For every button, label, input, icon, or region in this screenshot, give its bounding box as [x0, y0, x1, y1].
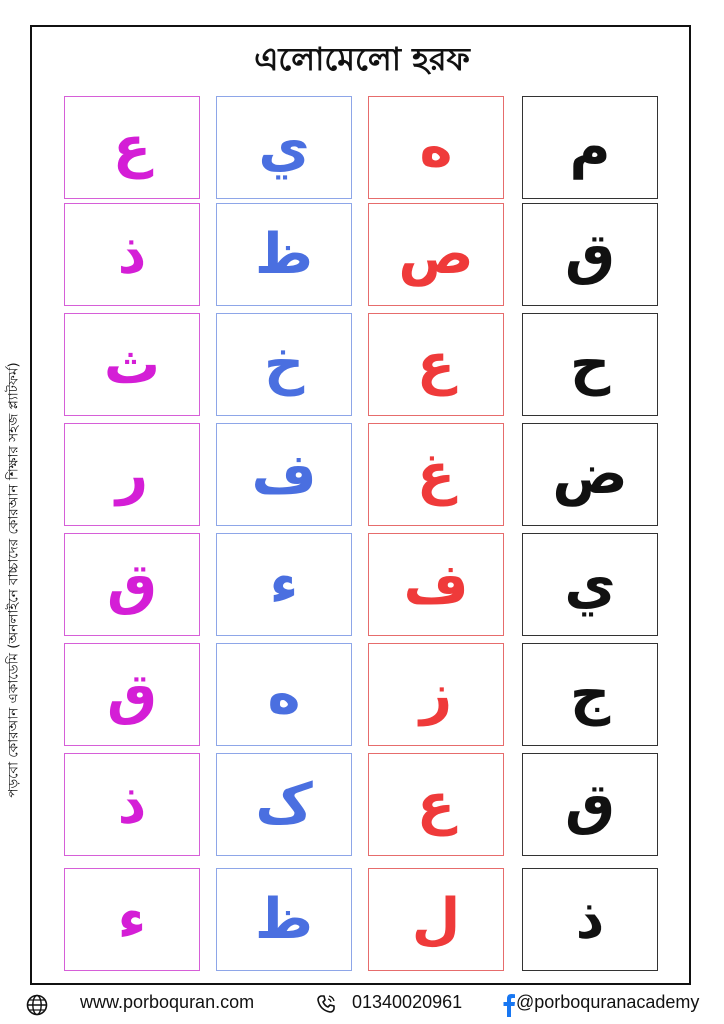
letter-card: [522, 96, 658, 199]
arabic-letter: ض: [552, 441, 628, 507]
arabic-letter: ص: [398, 221, 474, 287]
letter-card: [64, 313, 200, 416]
arabic-letter: ف: [251, 441, 317, 507]
arabic-letter: غ: [416, 441, 456, 507]
letter-card: [522, 533, 658, 636]
arabic-letter: ظ: [254, 886, 314, 952]
arabic-letter: ذ: [575, 886, 605, 952]
arabic-letter: ق: [106, 661, 158, 727]
footer: [0, 990, 724, 1020]
arabic-letter: ق: [564, 221, 616, 287]
side-caption: পড়বো কোরআন একাডেমি (অনলাইনে বাচ্চাদের কোরআন শিক্ষার সহজ প্ল্যাটফর্ম): [5, 362, 22, 798]
arabic-letter: ي: [258, 114, 310, 180]
arabic-letter: ه: [267, 661, 301, 727]
letter-card: [368, 643, 504, 746]
letter-card: [368, 203, 504, 306]
arabic-letter: ء: [269, 551, 299, 617]
letter-card: [216, 96, 352, 199]
arabic-letter: ق: [564, 771, 616, 837]
arabic-letter: ي: [564, 551, 616, 617]
arabic-letter: ق: [106, 551, 158, 617]
facebook-icon: [502, 993, 516, 1017]
phone-number[interactable]: 01340020961: [352, 992, 463, 1012]
letter-card: [64, 96, 200, 199]
letter-card: [368, 533, 504, 636]
letter-card: [368, 423, 504, 526]
letter-card: [64, 533, 200, 636]
letter-card: [522, 868, 658, 971]
arabic-letter: ه: [419, 114, 453, 180]
letter-card: [216, 533, 352, 636]
letter-card: [522, 753, 658, 856]
letter-card: [64, 753, 200, 856]
letter-card: [216, 203, 352, 306]
facebook-handle[interactable]: @porboquranacademy: [516, 992, 700, 1012]
arabic-letter: ذ: [117, 771, 147, 837]
arabic-letter: ج: [569, 661, 611, 727]
website-link[interactable]: www.porboquran.com: [80, 992, 255, 1012]
arabic-letter: ک: [255, 771, 313, 837]
globe-icon: [26, 994, 48, 1016]
arabic-letter: ر: [115, 441, 149, 507]
arabic-letter: ع: [416, 331, 456, 397]
arabic-letter: خ: [263, 331, 305, 397]
letter-card: [64, 203, 200, 306]
letter-card: [368, 753, 504, 856]
page-title: এলোমেলো হরফ: [254, 40, 470, 78]
arabic-letter: ث: [103, 331, 161, 397]
letter-card: [64, 868, 200, 971]
letter-card: [216, 313, 352, 416]
letter-card: [64, 423, 200, 526]
letter-card: [368, 313, 504, 416]
letter-card: [522, 203, 658, 306]
letter-card: [64, 643, 200, 746]
arabic-letter: ح: [569, 331, 611, 397]
letter-card: [216, 423, 352, 526]
arabic-letter: ذ: [117, 221, 147, 287]
letter-card: [522, 423, 658, 526]
letter-card: [368, 868, 504, 971]
letter-card: [216, 868, 352, 971]
letter-card: [216, 753, 352, 856]
letter-card: [522, 643, 658, 746]
arabic-letter: ظ: [254, 221, 314, 287]
arabic-letter: ف: [403, 551, 469, 617]
letter-card: [216, 643, 352, 746]
arabic-letter: ل: [411, 886, 461, 952]
arabic-letter: ز: [419, 661, 453, 727]
letter-card: [522, 313, 658, 416]
arabic-letter: ع: [112, 114, 152, 180]
arabic-letter: م: [569, 114, 611, 180]
arabic-letter: ع: [416, 771, 456, 837]
phone-icon: [316, 994, 336, 1014]
arabic-letter: ء: [117, 886, 147, 952]
letter-card: [368, 96, 504, 199]
